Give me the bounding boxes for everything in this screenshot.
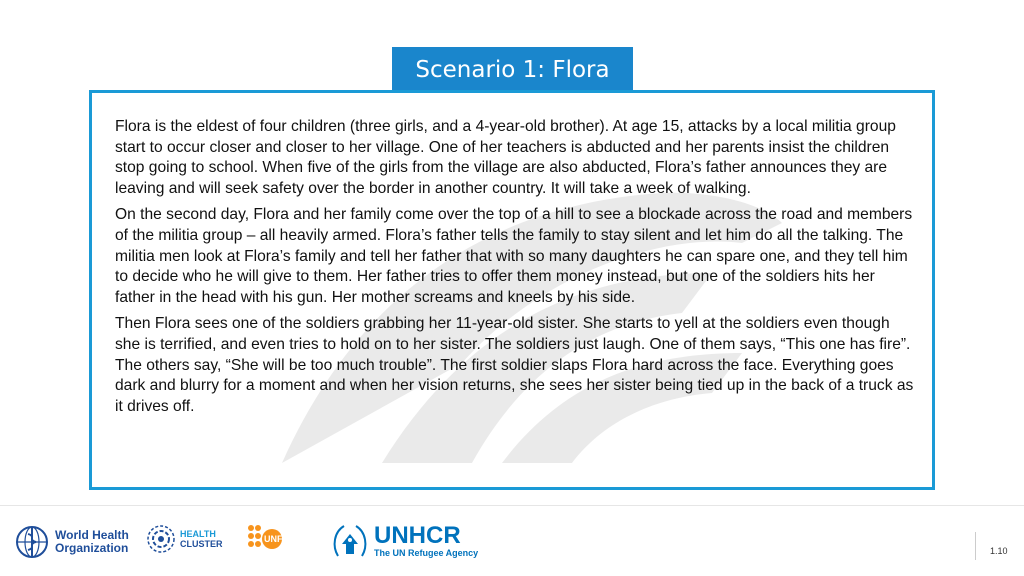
slide-title: Scenario 1: Flora xyxy=(392,47,633,93)
unhcr-tagline: The UN Refugee Agency xyxy=(374,547,479,558)
unhcr-name: UNHCR xyxy=(374,521,461,549)
unhcr-emblem-icon xyxy=(330,522,370,560)
who-emblem-icon xyxy=(14,524,50,560)
health-cluster-line-1: HEALTH xyxy=(180,529,216,539)
unhcr-logo xyxy=(330,522,478,560)
health-cluster-swirl-icon xyxy=(146,524,176,554)
paragraph-1: Flora is the eldest of four children (three girls, and a 4-year-old brother). At age 15, attacks by a local militia group start to occur closer and closer to her village. One of her teachers is abducted and her parents insist the children stop going to school. When five of the girls from the village are also abducted, Flora’s father announces they are leaving and will seek safety over the border in another country. It will take a week of walking. xyxy=(115,118,896,197)
paragraph-3: Then Flora sees one of the soldiers grabbing her 11-year-old sister. She starts to yell at the soldiers even though she is terrified, and even tries to hold on to her sister. The soldiers just laugh. One of them says, “This one has fire”. The others say, “She will be too much trouble”. The first soldier slaps Flora hard across the face. Everything goes dark and blurry for a moment and when her vision returns, she sees her sister being tied up in the back of a truck as it drives off. xyxy=(115,315,914,415)
who-logo xyxy=(14,524,129,560)
page-number-divider xyxy=(975,532,976,560)
partner-logos xyxy=(0,512,970,576)
page-number: 1.10 xyxy=(990,546,1008,556)
paragraph-2: On the second day, Flora and her family come over the top of a hill to see a blockade across the road and members of the militia group – all heavily armed. Flora’s father tells the family to stay silent and let him do all the talking. The militia men look at Flora’s family and tell her father that with so many daughters he can spare one, and they tell him to decide who he will give to them. Her father tries to offer them money instead, but one of the soldiers hits her father in the head with his gun. Her mother screams and kneels by his side. xyxy=(115,206,913,306)
health-cluster-line-2: CLUSTER xyxy=(180,539,223,549)
footer-divider xyxy=(0,505,1024,506)
scenario-text xyxy=(115,117,915,423)
scenario-text-box xyxy=(89,90,935,490)
health-cluster-logo xyxy=(146,524,223,554)
who-line-2: Organization xyxy=(55,541,129,555)
unfpa-logo xyxy=(246,524,295,554)
unfpa-label: UNFPA xyxy=(264,534,295,544)
who-line-1: World Health xyxy=(55,528,129,542)
